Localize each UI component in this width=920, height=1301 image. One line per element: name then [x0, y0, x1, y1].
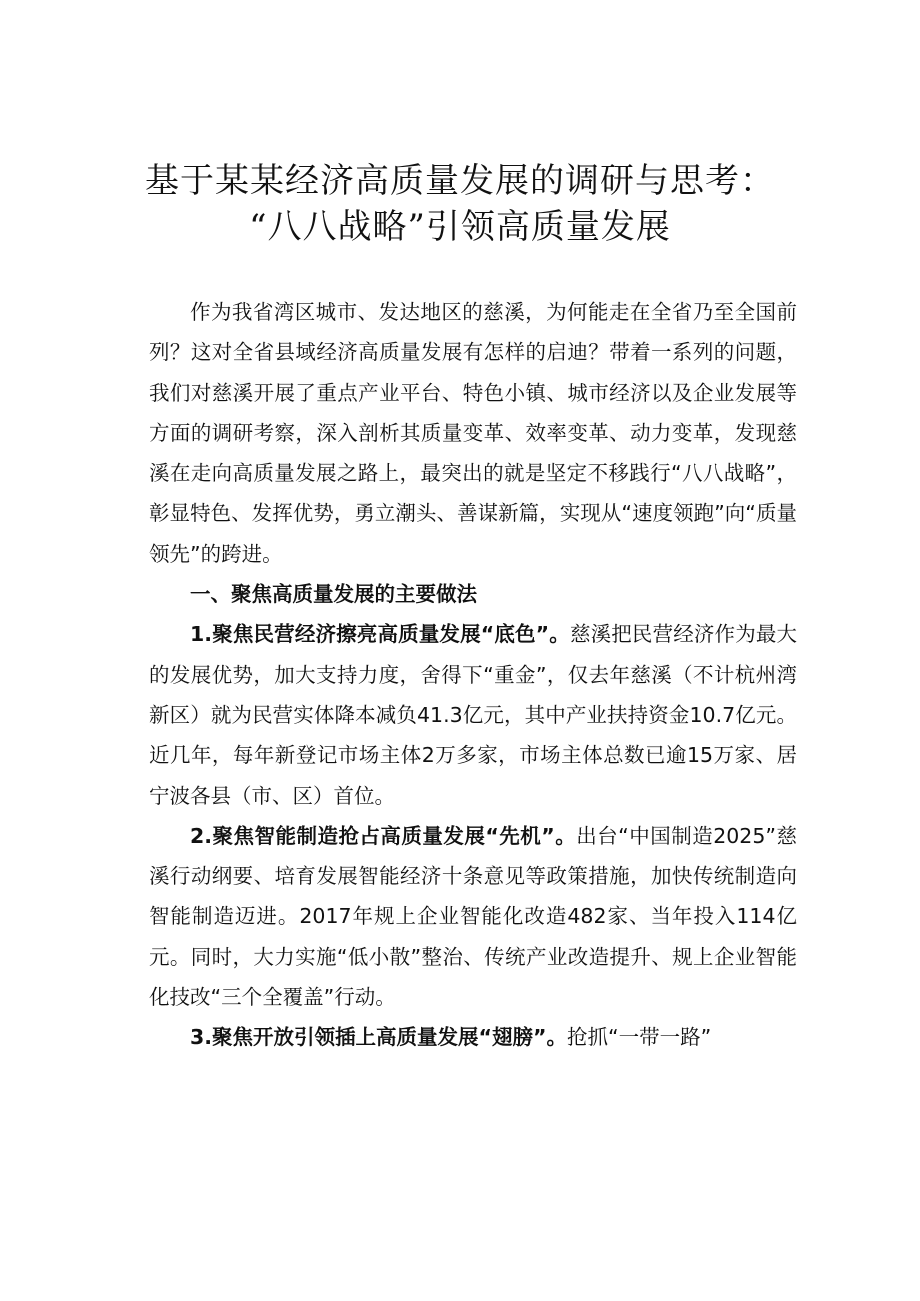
item-lead-1: 1.聚焦民营经济擦亮高质量发展“底色”。: [190, 622, 570, 647]
document-title-line-2: “八八战略”引领高质量发展: [249, 207, 671, 247]
item-paragraph-1: [149, 614, 797, 815]
item-lead-3: 3.聚焦开放引领插上高质量发展“翅膀”。: [190, 1025, 567, 1050]
intro-paragraph: 作为我省湾区城市、发达地区的慈溪，为何能走在全省乃至全国前列？这对全省县域经济高质量发展有怎样的启迪？带着一系列的问题，我们对慈溪开展了重点产业平台、特色小镇、城市经济以及企业发展等方面的调研考察，深入剖析其质量变革、效率变革、动力变革，发现慈溪在走向高质量发展之路上，最突出的就是坚定不移践行“八八战略”，彰显特色、发挥优势，勇立潮头、善谋新篇，实现从“速度领跑”向“质量领先”的跨进。: [149, 300, 797, 566]
item-lead-2: 2.聚焦智能制造抢占高质量发展“先机”。: [190, 823, 577, 848]
item-text-2: 出台“中国制造2025”慈溪行动纲要、培育发展智能经济十条意见等政策措施，加快传统制造向智能制造迈进。2017年规上企业智能化改造482家、当年投入114亿元。同时，大力实施“低小散”整治、传统产业改造提升、规上企业智能化技改“三个全覆盖”行动。: [149, 823, 797, 1010]
item-paragraph-3: [149, 1017, 797, 1057]
item-paragraph-2: [149, 816, 797, 1017]
document-title-line-1: 基于某某经济高质量发展的调研与思考：: [145, 161, 775, 201]
item-text-3: 抢抓“一带一路”: [567, 1025, 712, 1050]
item-text-1: 慈溪把民营经济作为最大的发展优势，加大支持力度，舍得下“重金”，仅去年慈溪（不计杭州湾新区）就为民营实体降本减负41.3亿元，其中产业扶持资金10.7亿元。近几年，每年新登记市场主体2万多家，市场主体总数已逾15万家、居宁波各县（市、区）首位。: [149, 622, 798, 808]
section-heading: 一、聚焦高质量发展的主要做法: [190, 582, 477, 607]
document-body: [149, 292, 797, 1058]
